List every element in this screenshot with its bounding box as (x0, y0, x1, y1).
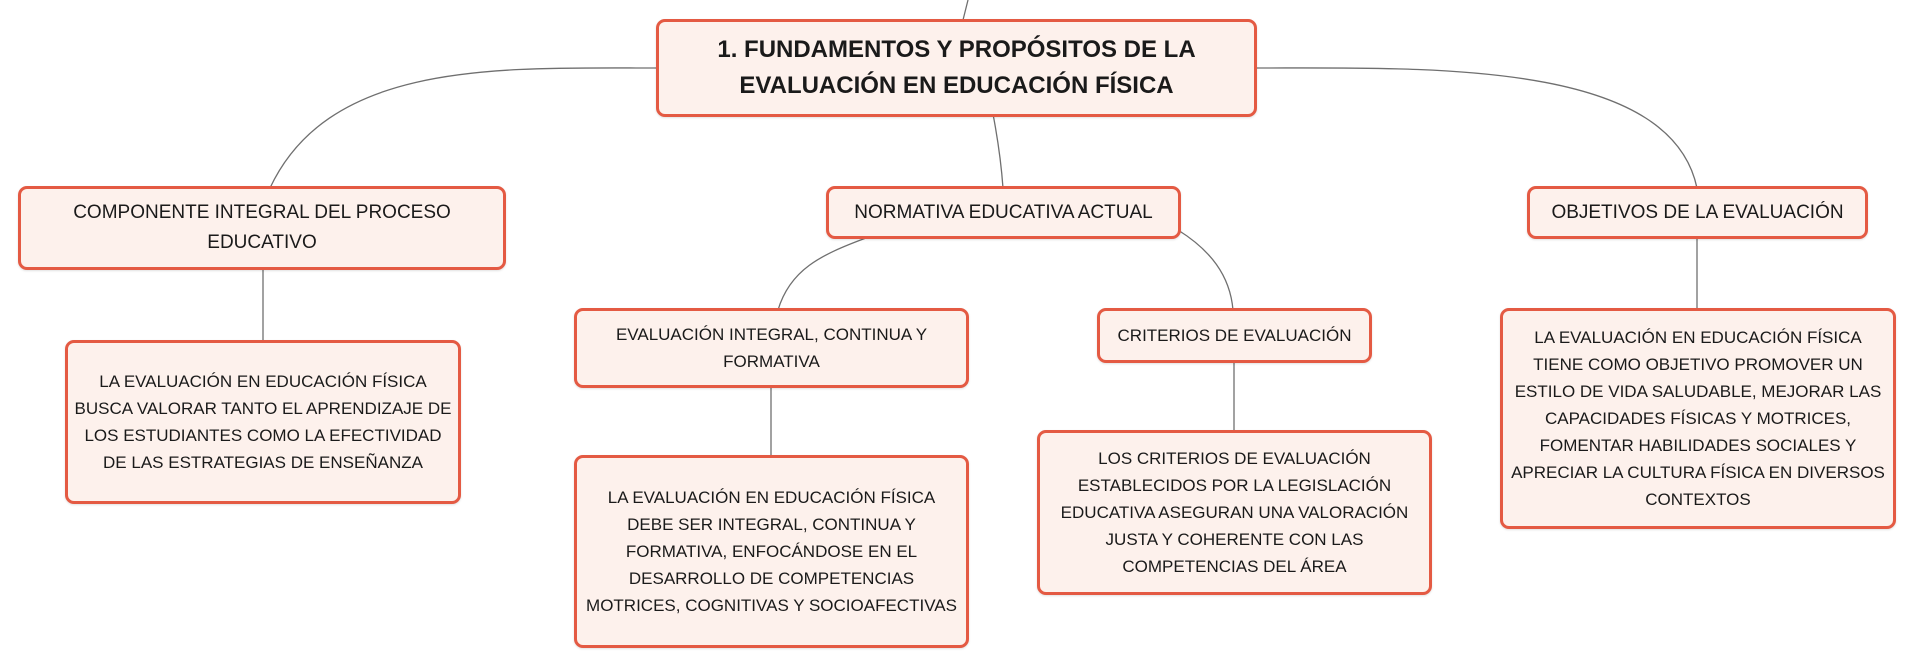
subtopic-evaluacion-integral-label: EVALUACIÓN INTEGRAL, CONTINUA Y FORMATIVA (615, 325, 928, 371)
topic-objetivos-evaluacion-label: OBJETIVOS DE LA EVALUACIÓN (1551, 201, 1844, 223)
topic-objetivos-evaluacion[interactable] (1527, 186, 1868, 239)
root-node[interactable] (656, 19, 1257, 117)
topic-componente-integral-label: COMPONENTE INTEGRAL DEL PROCESO EDUCATIVO (73, 202, 451, 253)
topic-componente-integral[interactable] (18, 186, 506, 270)
topic-normativa-educativa-label: NORMATIVA EDUCATIVA ACTUAL (854, 201, 1153, 223)
detail-componente-integral-text: LA EVALUACIÓN EN EDUCACIÓN FÍSICA BUSCA VALORAR TANTO EL APRENDIZAJE DE LOS ESTUDIANTES COMO LA EFECTIVIDAD DE LAS ESTRATEGIAS DE ENSEÑANZA (74, 372, 452, 472)
detail-evaluacion-integral-text: LA EVALUACIÓN EN EDUCACIÓN FÍSICA DEBE SER INTEGRAL, CONTINUA Y FORMATIVA, ENFOCÁNDOSE EN EL DESARROLLO DE COMPETENCIAS MOTRICES, COGNITIVAS Y SOCIOAFECTIVAS (586, 488, 957, 615)
subtopic-criterios-evaluacion-label: CRITERIOS DE EVALUACIÓN (1117, 326, 1352, 345)
subtopic-criterios-evaluacion[interactable] (1097, 308, 1372, 363)
connector-normativa-to-criterios (1178, 230, 1233, 310)
detail-objetivos-evaluacion-text: LA EVALUACIÓN EN EDUCACIÓN FÍSICA TIENE COMO OBJETIVO PROMOVER UN ESTILO DE VIDA SALUDABLE, MEJORAR LAS CAPACIDADES FÍSICAS Y MOTRICES, FOMENTAR HABILIDADES SOCIALES Y APRECIAR LA CULTURA FÍSICA EN DIVERSOS CONTEXTOS (1511, 328, 1885, 509)
connector-root-to-normativa (993, 114, 1003, 188)
detail-criterios-evaluacion[interactable] (1037, 430, 1432, 595)
connector-root-to-componente (270, 68, 656, 188)
subtopic-evaluacion-integral[interactable] (574, 308, 969, 388)
connector-normativa-to-evaluacion-integral (778, 238, 866, 310)
detail-evaluacion-integral[interactable] (574, 455, 969, 648)
connector-root-to-objetivos (1256, 68, 1697, 188)
detail-componente-integral[interactable] (65, 340, 461, 504)
connector-top-incoming (963, 0, 968, 20)
detail-objetivos-evaluacion[interactable] (1500, 308, 1896, 529)
root-node-label: 1. FUNDAMENTOS Y PROPÓSITOS DE LA EVALUACIÓN EN EDUCACIÓN FÍSICA (717, 36, 1196, 99)
topic-normativa-educativa[interactable] (826, 186, 1181, 239)
detail-criterios-evaluacion-text: LOS CRITERIOS DE EVALUACIÓN ESTABLECIDOS POR LA LEGISLACIÓN EDUCATIVA ASEGURAN UNA VALORACIÓN JUSTA Y COHERENTE CON LAS COMPETENCIAS DEL ÁREA (1060, 449, 1409, 576)
